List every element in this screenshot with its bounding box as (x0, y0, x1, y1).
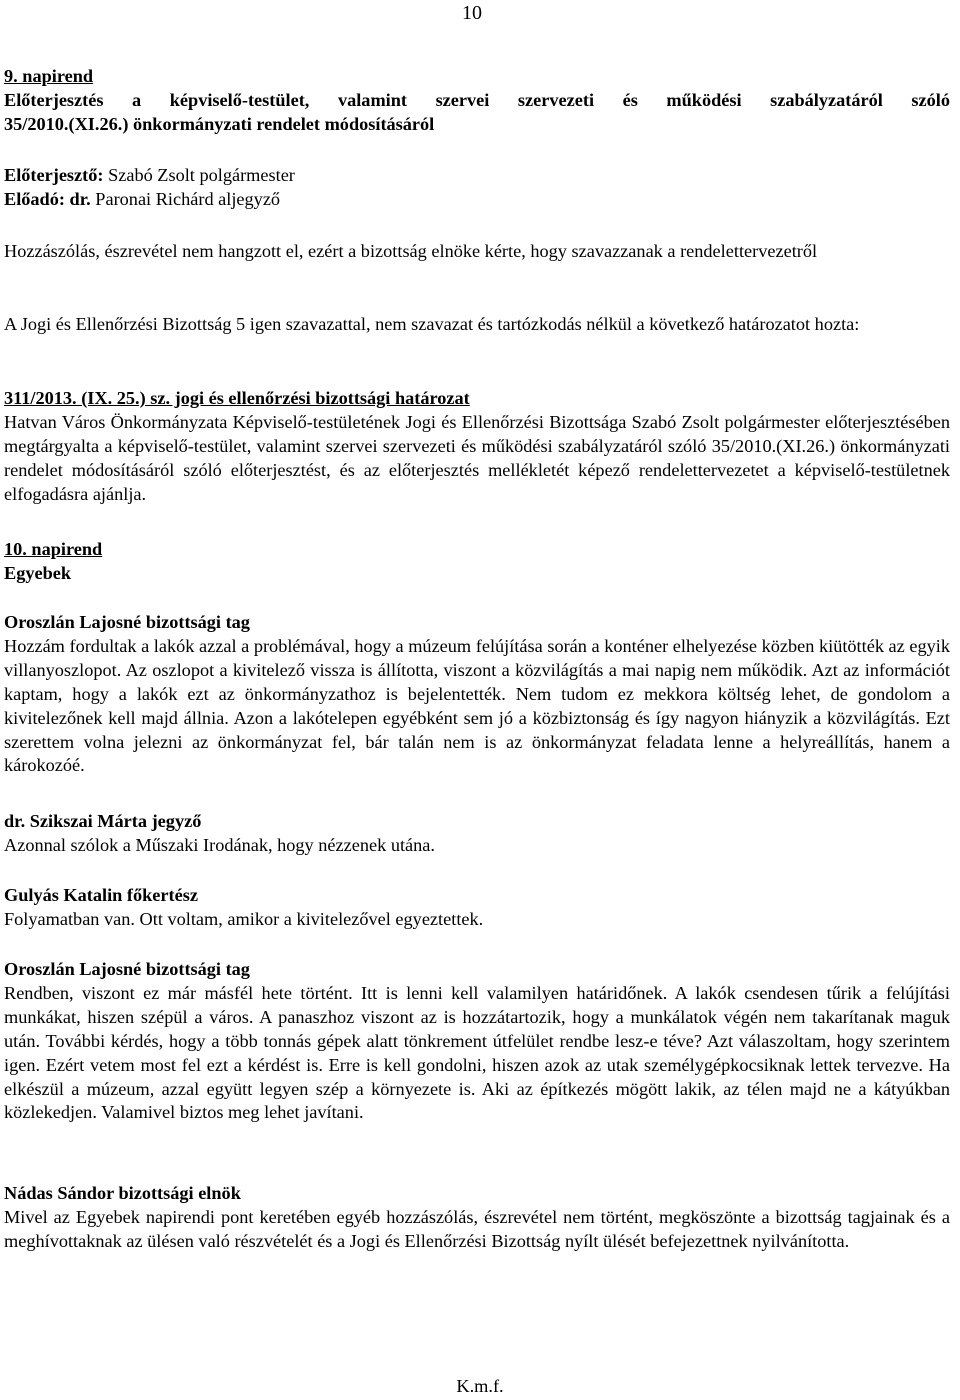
speech (4, 884, 950, 932)
footer-signature-note: K.m.f. (456, 1376, 504, 1396)
speech-text: Hozzám fordultak a lakók azzal a problémával, hogy a múzeum felújítása során a konténer elhelyezése közben kiütötték az egyik villanyoszlopot. Az oszlopot a kivitelező vissza is állította, viszont a közvilágítás a mai napig nem működik. Azt az információt kaptam, hogy a lakók ezt az önkormányzathoz is bejelentették. Nem tudom ez mekkora költség lehet, de gondolom a kivitelezőnek kell majd állnia. Azon a lakótelepen egyébként sem jó a közbiztonság és így nagyon hiányzik a közvilágítás. Ezt szerettem volna jelezni az önkormányzat fel, bár talán nem is az önkormányzat feladata lenne a helyreállítás, hanem a károkozóé. (4, 635, 950, 776)
agenda-item-10-header (4, 538, 950, 586)
speech-text: Mivel az Egyebek napirendi pont keretében egyéb hozzászólás, észrevétel nem történt, megköszönte a bizottság tagjainak és a meghívottaknak az ülésen való részvételét és a Jogi és Ellenőrzési Bizottság nyílt ülését befejezettnek nyilvánította. (4, 1206, 950, 1251)
presenter-line (4, 164, 950, 188)
resolution (4, 387, 950, 507)
speech-speaker: dr. Szikszai Márta jegyző (4, 811, 202, 831)
speaker-line (4, 188, 950, 212)
agenda-title-line: Előterjesztés a képviselő-testület, valamint szervei szervezeti és működési szabályzatáról szóló (4, 89, 950, 110)
resolution-text: Hatvan Város Önkormányzata Képviselő-testületének Jogi és Ellenőrzési Bizottsága Szabó Zsolt polgármester előterjesztésében megtárgyalta a képviselő-testület, valamint szervei szervezeti és működési szabályzatáról szóló 35/2010.(XI.26.) önkormányzati rendelet módosításáról szóló előterjesztést, és az előterjesztés mellékletét képező rendelettervezetet a képviselő-testületnek elfogadásra ajánlja. (4, 411, 950, 504)
presenter-label: Előterjesztő: (4, 165, 104, 185)
speech-text: Folyamatban van. Ott voltam, amikor a kivitelezővel egyeztettek. (4, 908, 484, 929)
speech-speaker: Oroszlán Lajosné bizottsági tag (4, 612, 250, 632)
vote-paragraph: A Jogi és Ellenőrzési Bizottság 5 igen szavazattal, nem szavazat és tartózkodás nélkül a következő határozatot hozta: (4, 314, 860, 334)
page-number: 10 (462, 2, 482, 24)
speech-speaker: Gulyás Katalin főkertész (4, 885, 198, 905)
speech (4, 611, 950, 778)
presenters (4, 164, 950, 212)
speaker-label: Előadó: (4, 188, 65, 209)
agenda-title: Egyebek (4, 562, 72, 583)
speech (4, 958, 950, 1125)
speech-text: Azonnal szólok a Műszaki Irodának, hogy nézzenek utána. (4, 834, 435, 855)
comments-paragraph: Hozzászólás, észrevétel nem hangzott el, ezért a bizottság elnöke kérte, hogy szavazzanak a rendelettervezetről (4, 241, 818, 261)
agenda-item-heading: 10. napirend (4, 539, 103, 559)
speech-speaker: Oroszlán Lajosné bizottsági tag (4, 959, 250, 979)
speech-speaker: Nádas Sándor bizottsági elnök (4, 1183, 241, 1203)
agenda-item-heading: 9. napirend (4, 66, 94, 86)
agenda-item-9-header (4, 65, 950, 137)
speech (4, 810, 950, 858)
speech-text: Rendben, viszont ez már másfél hete történt. Itt is lenni kell valamilyen határidőnek. A lakók csendesen tűrik a felújítási munkákat, hiszen szépül a város. A panaszhoz viszont az is hozzátartozik, hogy a munkálatok végén nem takarítanak maguk után. További kérdés, hogy a több tonnás gépek alatt tönkrement útfelület rendbe lesz-e téve? Azt válaszoltam, hogy szerintem igen. Ezért vetem most fel ezt a kérdést is. Erre is kell gondolni, hiszen azok az utak személygépkocsiknak lettek tervezve. Ha elkészül a múzeum, azzal együtt legyen szép a környezete is. Aki az építkezés mögött lakik, az télen majd ne a kátyúkban közlekedjen. Valamivel biztos meg lehet javítani. (4, 982, 950, 1123)
speech (4, 1182, 950, 1254)
speaker-name: Paronai Richárd aljegyző (95, 188, 281, 209)
resolution-title: 311/2013. (IX. 25.) sz. jogi és ellenőrzési bizottsági határozat (4, 388, 470, 408)
agenda-title-line: 35/2010.(XI.26.) önkormányzati rendelet módosításáról (4, 113, 435, 134)
speaker-prefix: dr. (69, 188, 91, 209)
presenter-name: Szabó Zsolt polgármester (108, 165, 295, 185)
